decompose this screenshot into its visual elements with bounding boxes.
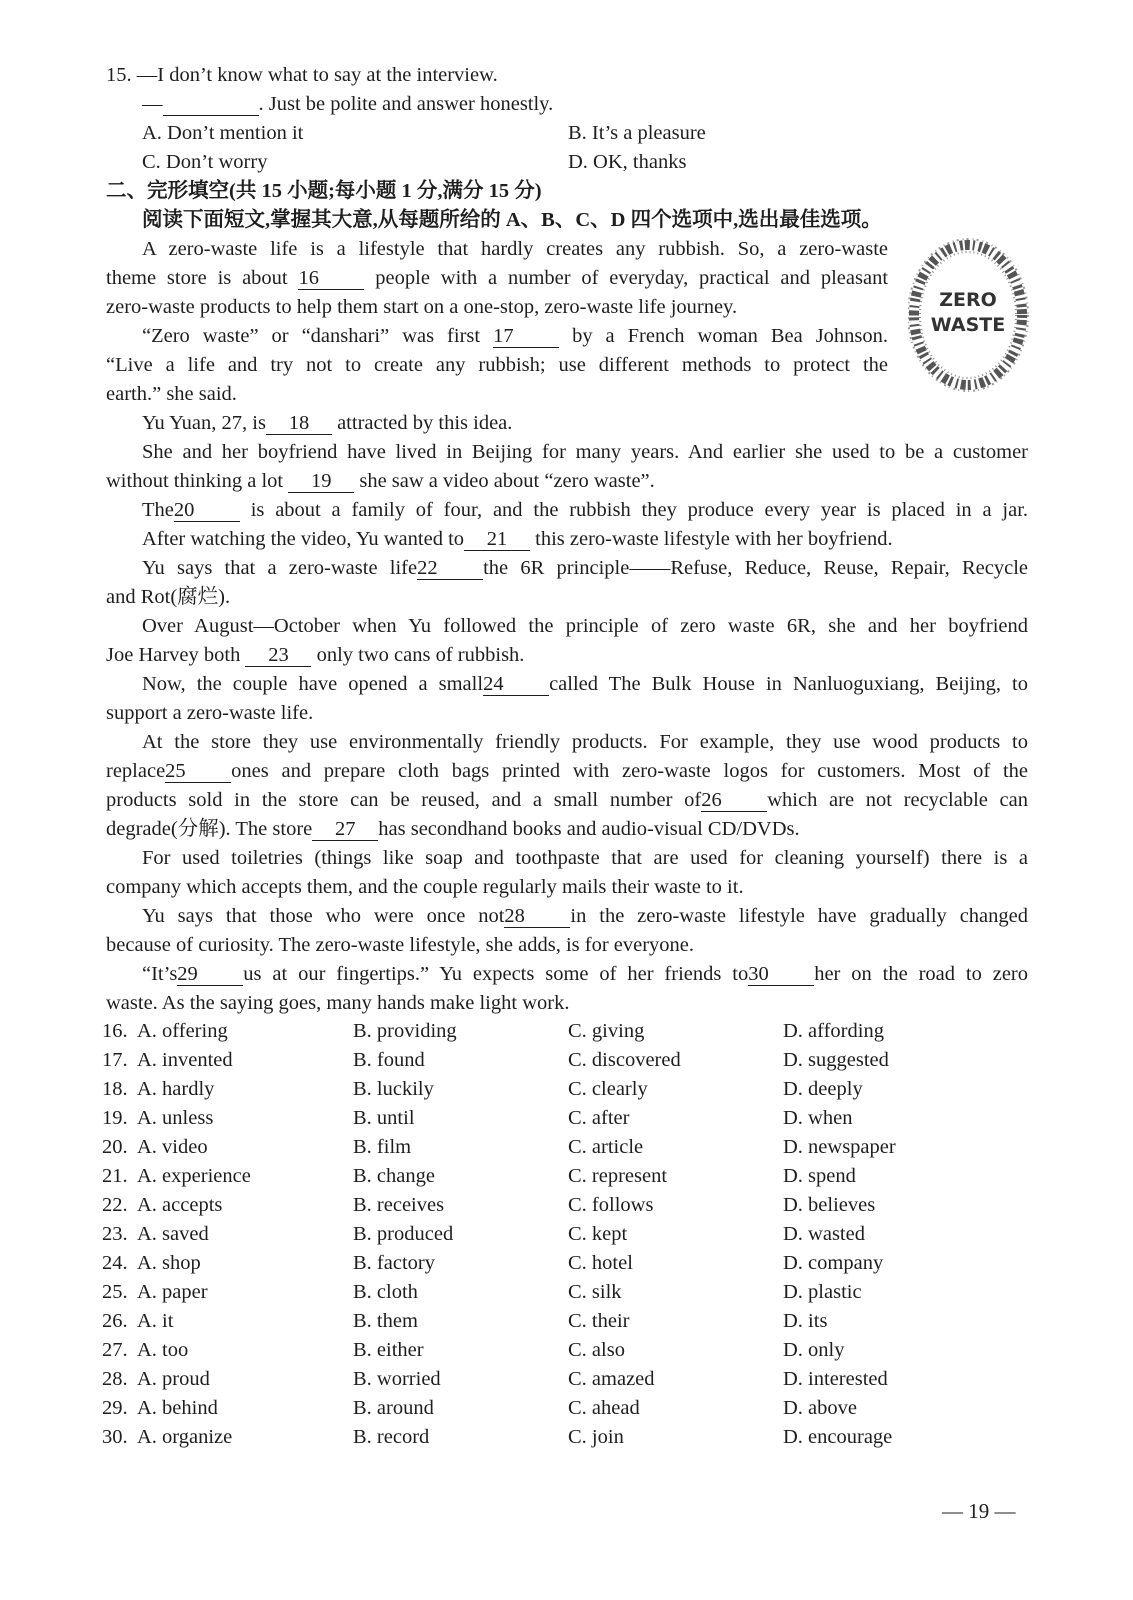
option-d[interactable]: D. when xyxy=(783,1107,853,1129)
passage-line: Yu Yuan, 27, is 18 attracted by this idea. xyxy=(142,412,513,434)
passage-line: The20 is about a family of four, and the rubbish they produce every year is placed in a jar. xyxy=(142,499,1029,521)
passage-line: “Live a life and try not to create any rubbish; use different methods to protect the xyxy=(106,354,888,376)
option-a[interactable]: A. offering xyxy=(137,1020,228,1042)
question-number: 20. xyxy=(102,1136,128,1158)
passage-line: support a zero-waste life. xyxy=(106,702,314,724)
option-d[interactable]: D. deeply xyxy=(783,1078,863,1100)
passage-line: company which accepts them, and the couple regularly mails their waste to it. xyxy=(106,876,744,898)
blank-24[interactable]: 24 xyxy=(483,673,549,696)
option-c[interactable]: C. after xyxy=(568,1107,630,1129)
question-number: 17. xyxy=(102,1049,128,1071)
option-d[interactable]: D. its xyxy=(783,1310,828,1332)
option-d[interactable]: D. interested xyxy=(783,1368,888,1390)
option-a[interactable]: A. hardly xyxy=(137,1078,215,1100)
option-d[interactable]: D. suggested xyxy=(783,1049,889,1071)
question-number: 27. xyxy=(102,1339,128,1361)
passage-line: zero-waste products to help them start on a one-stop, zero-waste life journey. xyxy=(106,296,738,318)
option-c[interactable]: C. clearly xyxy=(568,1078,648,1100)
option-c[interactable]: C. amazed xyxy=(568,1368,655,1390)
question-number: 30. xyxy=(102,1426,128,1448)
option-a[interactable]: A. saved xyxy=(137,1223,209,1245)
option-c[interactable]: C. ahead xyxy=(568,1397,640,1419)
option-d[interactable]: D. affording xyxy=(783,1020,884,1042)
passage-line: theme store is about 16 people with a number of everyday, practical and pleasant xyxy=(106,267,889,289)
page-number: — 19 — xyxy=(942,1499,1016,1523)
question-number: 29. xyxy=(102,1397,128,1419)
option-a[interactable]: A. video xyxy=(137,1136,208,1158)
blank-19[interactable]: 19 xyxy=(288,470,354,493)
option-a[interactable]: A. proud xyxy=(137,1368,210,1390)
option-c[interactable]: C. hotel xyxy=(568,1252,633,1274)
option-a[interactable]: A. accepts xyxy=(137,1194,223,1216)
logo-text-waste: WASTE xyxy=(930,314,1006,336)
question-number: 22. xyxy=(102,1194,128,1216)
passage-line: and Rot(腐烂). xyxy=(106,586,231,608)
option-d[interactable]: D. only xyxy=(783,1339,845,1361)
blank-18[interactable]: 18 xyxy=(266,412,332,435)
zero-waste-logo xyxy=(908,238,1033,396)
option-b[interactable]: B. found xyxy=(353,1049,425,1071)
option-c[interactable]: C. discovered xyxy=(568,1049,681,1071)
passage-line: Yu says that a zero-waste life22 the 6R principle——Refuse, Reduce, Reuse, Repair, Recycle xyxy=(142,557,1028,579)
option-b[interactable]: B. change xyxy=(353,1165,435,1187)
blank-29[interactable]: 29 xyxy=(177,963,243,986)
option-d[interactable]: D. spend xyxy=(783,1165,856,1187)
q15-option-d[interactable]: D. OK, thanks xyxy=(568,151,687,173)
logo-text-zero: ZERO xyxy=(939,289,997,311)
question-number: 18. xyxy=(102,1078,128,1100)
zero-waste-logo-icon xyxy=(908,238,1033,396)
option-b[interactable]: B. until xyxy=(353,1107,415,1129)
blank-23[interactable]: 23 xyxy=(245,644,311,667)
question-number: 24. xyxy=(102,1252,128,1274)
option-d[interactable]: D. newspaper xyxy=(783,1136,896,1158)
option-d[interactable]: D. wasted xyxy=(783,1223,865,1245)
blank-22[interactable]: 22 xyxy=(417,557,483,580)
blank-26[interactable]: 26 xyxy=(701,789,767,812)
passage-line: A zero-waste life is a lifestyle that hardly creates any rubbish. So, a zero-waste xyxy=(142,238,888,260)
passage-line: earth.” she said. xyxy=(106,383,237,405)
option-a[interactable]: A. unless xyxy=(137,1107,214,1129)
q15-blank[interactable] xyxy=(163,93,259,116)
option-b[interactable]: B. cloth xyxy=(353,1281,418,1303)
option-b[interactable]: B. record xyxy=(353,1426,430,1448)
passage-line: Yu says that those who were once not28 in the zero-waste lifestyle have gradually changed xyxy=(142,905,1028,927)
blank-20[interactable]: 20 xyxy=(174,499,240,522)
passage-line: Now, the couple have opened a small24 called The Bulk House in Nanluoguxiang, Beijing, to xyxy=(142,673,1028,695)
q15-reply-text: . Just be polite and answer honestly. xyxy=(258,93,554,115)
option-b[interactable]: B. film xyxy=(353,1136,412,1158)
option-b[interactable]: B. them xyxy=(353,1310,418,1332)
option-b[interactable]: B. factory xyxy=(353,1252,435,1274)
blank-21[interactable]: 21 xyxy=(464,528,530,551)
question-number: 19. xyxy=(102,1107,128,1129)
passage-line: Joe Harvey both 23 only two cans of rubbish. xyxy=(106,644,525,666)
option-d[interactable]: D. believes xyxy=(783,1194,876,1216)
section-instruction: 阅读下面短文,掌握其大意,从每题所给的 A、B、C、D 四个选项中,选出最佳选项。 xyxy=(142,209,882,231)
passage-line: without thinking a lot 19 she saw a video about “zero waste”. xyxy=(106,470,655,492)
passage-line: At the store they use environmentally friendly products. For example, they use wood products to xyxy=(142,731,1028,753)
option-a[interactable]: A. too xyxy=(137,1339,189,1361)
question-number: 23. xyxy=(102,1223,128,1245)
blank-27[interactable]: 27 xyxy=(312,818,378,841)
option-d[interactable]: D. plastic xyxy=(783,1281,862,1303)
q15-option-b[interactable]: B. It’s a pleasure xyxy=(568,122,706,144)
passage-line: waste. As the saying goes, many hands make light work. xyxy=(106,992,570,1014)
passage-line: degrade(分解). The store 27 has secondhand books and audio-visual CD/DVDs. xyxy=(106,818,800,840)
option-d[interactable]: D. encourage xyxy=(783,1426,893,1448)
option-a[interactable]: A. behind xyxy=(137,1397,218,1419)
passage-line: Over August—October when Yu followed the principle of zero waste 6R, she and her boyfriend xyxy=(142,615,1028,637)
option-d[interactable]: D. above xyxy=(783,1397,858,1419)
question-number: 16. xyxy=(102,1020,128,1042)
option-c[interactable]: C. silk xyxy=(568,1281,622,1303)
section-title: 二、完形填空(共 15 小题;每小题 1 分,满分 15 分) xyxy=(106,180,542,202)
option-a[interactable]: A. shop xyxy=(137,1252,201,1274)
option-a[interactable]: A. organize xyxy=(137,1426,233,1448)
passage-line: She and her boyfriend have lived in Beijing for many years. And earlier she used to be a customer xyxy=(142,441,1028,463)
blank-30[interactable]: 30 xyxy=(748,963,814,986)
option-a[interactable]: A. experience xyxy=(137,1165,251,1187)
option-c[interactable]: C. giving xyxy=(568,1020,645,1042)
option-b[interactable]: B. worried xyxy=(353,1368,441,1390)
option-c[interactable]: C. join xyxy=(568,1426,624,1448)
option-a[interactable]: A. paper xyxy=(137,1281,208,1303)
passage-line: For used toiletries (things like soap and toothpaste that are used for cleaning yourself) there is a xyxy=(142,847,1028,869)
passage-line: “Zero waste” or “danshari” was first 17 by a French woman Bea Johnson. xyxy=(142,325,889,347)
blank-16[interactable]: 16 xyxy=(298,267,364,290)
q15-reply: — . Just be polite and answer honestly. xyxy=(142,93,554,115)
passage-line: because of curiosity. The zero-waste lifestyle, she adds, is for everyone. xyxy=(106,934,695,956)
question-number: 25. xyxy=(102,1281,128,1303)
question-number: 28. xyxy=(102,1368,128,1390)
option-c[interactable]: C. their xyxy=(568,1310,630,1332)
option-d[interactable]: D. company xyxy=(783,1252,884,1274)
option-c[interactable]: C. article xyxy=(568,1136,644,1158)
passage-line: After watching the video, Yu wanted to 21 this zero-waste lifestyle with her boyfriend. xyxy=(142,528,893,550)
passage-line: “It’s29 us at our fingertips.” Yu expects some of her friends to30 her on the road to zero xyxy=(142,963,1029,985)
option-a[interactable]: A. it xyxy=(137,1310,174,1332)
option-c[interactable]: C. also xyxy=(568,1339,625,1361)
blank-17[interactable]: 17 xyxy=(493,325,559,348)
question-number: 21. xyxy=(102,1165,128,1187)
option-b[interactable]: B. receives xyxy=(353,1194,445,1216)
question-number: 26. xyxy=(102,1310,128,1332)
q15-option-c[interactable]: C. Don’t worry xyxy=(142,151,268,173)
passage-line: products sold in the store can be reused, and a small number of26 which are not recyclable can xyxy=(106,789,1029,811)
option-b[interactable]: B. providing xyxy=(353,1020,457,1042)
blank-25[interactable]: 25 xyxy=(165,760,231,783)
blank-28[interactable]: 28 xyxy=(504,905,570,928)
option-b[interactable]: B. either xyxy=(353,1339,424,1361)
option-c[interactable]: C. represent xyxy=(568,1165,668,1187)
option-b[interactable]: B. around xyxy=(353,1397,434,1419)
option-b[interactable]: B. luckily xyxy=(353,1078,434,1100)
passage-line: replace25 ones and prepare cloth bags printed with zero-waste logos for customers. Most of the xyxy=(106,760,1028,782)
q15-stem: 15. —I don’t know what to say at the interview. xyxy=(106,64,498,86)
option-b[interactable]: B. produced xyxy=(353,1223,454,1245)
option-c[interactable]: C. kept xyxy=(568,1223,628,1245)
q15-option-a[interactable]: A. Don’t mention it xyxy=(142,122,304,144)
option-c[interactable]: C. follows xyxy=(568,1194,654,1216)
option-a[interactable]: A. invented xyxy=(137,1049,233,1071)
